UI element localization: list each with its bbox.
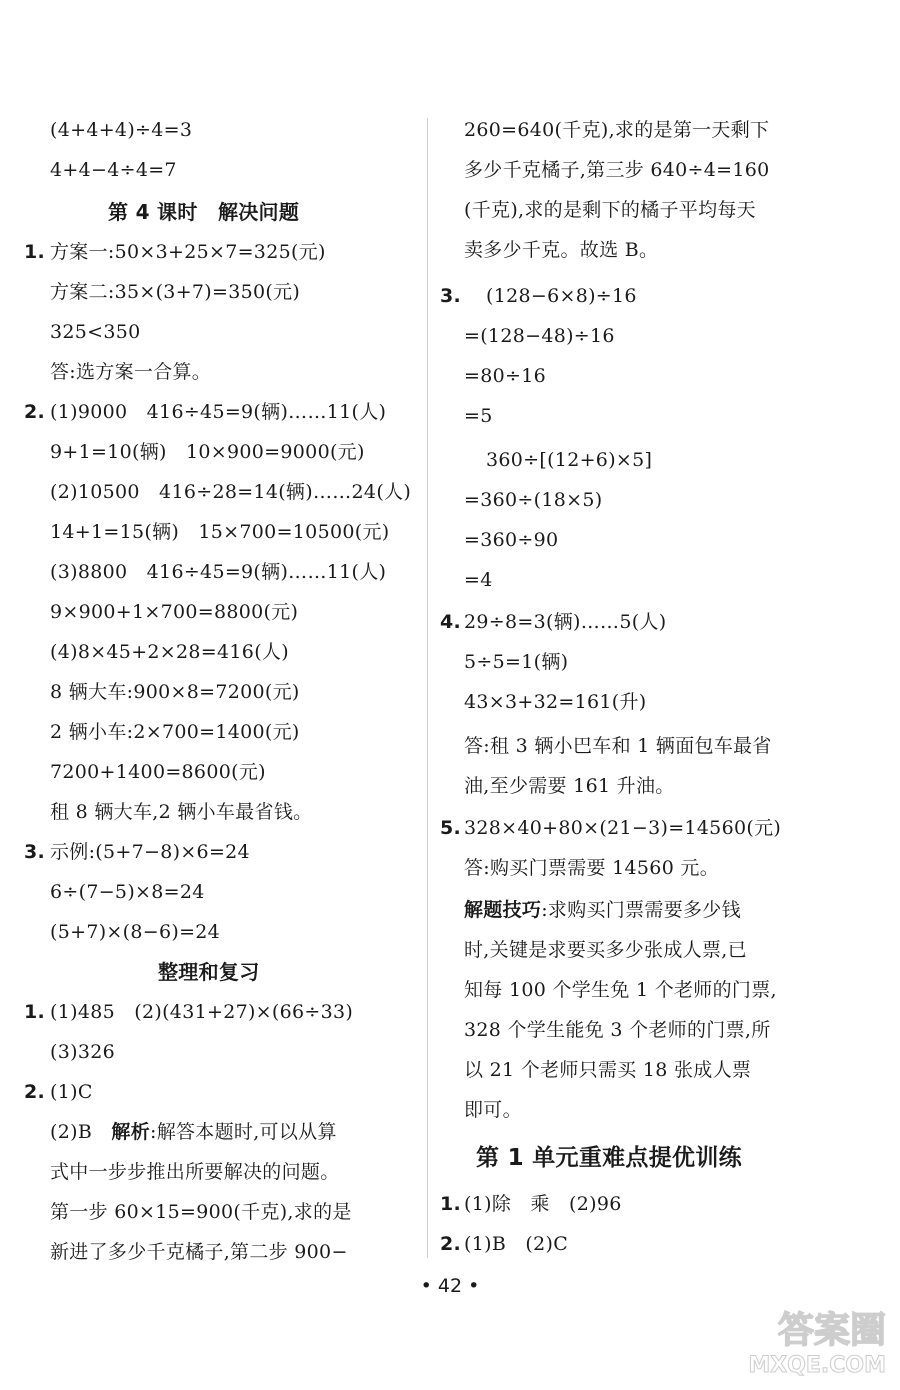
answer-line: 租 8 辆大车,2 辆小车最省钱。 <box>50 801 313 823</box>
answer-line: 卖多少千克。故选 B。 <box>464 239 659 261</box>
answer-line: 即可。 <box>464 1099 522 1121</box>
analysis-label: 解析 <box>111 1121 150 1143</box>
section-heading: 第 4 课时 解决问题 <box>108 200 300 224</box>
answer-line: 时,关键是求要买多少张成人票,已 <box>464 939 747 961</box>
answer-line: 答:租 3 辆小巴车和 1 辆面包车最省 <box>464 735 772 757</box>
column-divider <box>427 118 428 1258</box>
answer-text: (2)B <box>50 1121 112 1143</box>
answer-line: 知每 100 个学生免 1 个老师的门票, <box>464 979 777 1001</box>
question-number: 3. <box>440 285 462 307</box>
watermark-url: MXQE.COM <box>748 1353 886 1378</box>
answer-line: 9×900+1×700=8800(元) <box>50 601 299 623</box>
answer-line: 9+1=10(辆) 10×900=9000(元) <box>50 441 365 463</box>
answer-line: (千克),求的是剩下的橘子平均每天 <box>464 199 756 221</box>
question-number: 3. <box>24 841 46 863</box>
question-number: 2. <box>24 1081 46 1103</box>
equation-line: =(128−48)÷16 <box>464 325 615 347</box>
answer-line: 14+1=15(辆) 15×700=10500(元) <box>50 521 390 543</box>
question-number: 2. <box>440 1233 462 1255</box>
answer-line: 43×3+32=161(升) <box>464 691 647 713</box>
answer-line: 答:购买门票需要 14560 元。 <box>464 857 720 879</box>
answer-line: 油,至少需要 161 升油。 <box>464 775 675 797</box>
answer-line <box>464 896 741 924</box>
answer-line: 答:选方案一合算。 <box>50 361 212 383</box>
answer-line: 新进了多少千克橘子,第二步 900− <box>50 1241 348 1263</box>
equation-line: =4 <box>464 569 493 591</box>
answer-line: (2)10500 416÷28=14(辆)……24(人) <box>50 481 412 503</box>
answer-line: (1)9000 416÷45=9(辆)……11(人) <box>50 401 387 423</box>
equation-line: =5 <box>464 405 493 427</box>
answer-line: (3)8800 416÷45=9(辆)……11(人) <box>50 561 387 583</box>
answer-line: (1)B (2)C <box>464 1233 569 1255</box>
answer-line: (3)326 <box>50 1041 115 1063</box>
question-number: 1. <box>24 241 46 263</box>
answer-text: :求购买门票需要多少钱 <box>541 899 741 921</box>
answer-line: 式中一步步推出所要解决的问题。 <box>50 1161 340 1183</box>
answer-line: 方案一:50×3+25×7=325(元) <box>50 241 326 263</box>
question-number: 4. <box>440 611 462 633</box>
answer-line: 2 辆小车:2×700=1400(元) <box>50 721 300 743</box>
equation-line: (128−6×8)÷16 <box>486 285 637 307</box>
question-number: 5. <box>440 817 462 839</box>
answer-line: 多少千克橘子,第三步 640÷4=160 <box>464 159 770 181</box>
section-heading: 整理和复习 <box>158 960 260 984</box>
answer-line: 328×40+80×(21−3)=14560(元) <box>464 817 782 839</box>
answer-line: 260=640(千克),求的是第一天剩下 <box>464 119 770 141</box>
answer-line: 328 个学生能免 3 个老师的门票,所 <box>464 1019 771 1041</box>
watermark-text: 答案圈 <box>777 1310 886 1351</box>
answer-text: :解答本题时,可以从算 <box>150 1121 337 1143</box>
equation-line: =360÷(18×5) <box>464 489 603 511</box>
answer-line: 示例:(5+7−8)×6=24 <box>50 841 250 863</box>
answer-line: (4)8×45+2×28=416(人) <box>50 641 289 663</box>
equation-line: 360÷[(12+6)×5] <box>486 449 653 471</box>
answer-line: (1)C <box>50 1081 93 1103</box>
answer-line: (1)除 乘 (2)96 <box>464 1193 622 1215</box>
answer-line: 方案二:35×(3+7)=350(元) <box>50 281 301 303</box>
answer-line: 325<350 <box>50 321 141 343</box>
question-number: 1. <box>440 1193 462 1215</box>
answer-line: 8 辆大车:900×8=7200(元) <box>50 681 300 703</box>
answer-line: 5÷5=1(辆) <box>464 651 569 673</box>
page-number: • 42 • <box>420 1275 480 1297</box>
question-number: 2. <box>24 401 46 423</box>
equation-line: 4+4−4÷4=7 <box>50 159 177 181</box>
answer-line <box>50 1118 337 1146</box>
answer-line: 6÷(7−5)×8=24 <box>50 881 205 903</box>
answer-line: 第一步 60×15=900(千克),求的是 <box>50 1201 352 1223</box>
equation-line: =360÷90 <box>464 529 559 551</box>
equation-line: =80÷16 <box>464 365 546 387</box>
equation-line: (4+4+4)÷4=3 <box>50 119 193 141</box>
answer-line: (1)485 (2)(431+27)×(66÷33) <box>50 1001 354 1023</box>
answer-line: 29÷8=3(辆)……5(人) <box>464 611 667 633</box>
answer-line: 以 21 个老师只需买 18 张成人票 <box>464 1059 752 1081</box>
tip-label: 解题技巧 <box>464 899 542 921</box>
watermark-logo <box>690 1300 890 1380</box>
question-number: 1. <box>24 1001 46 1023</box>
unit-heading: 第 1 单元重难点提优训练 <box>476 1145 742 1171</box>
answer-line: (5+7)×(8−6)=24 <box>50 921 221 943</box>
answer-line: 7200+1400=8600(元) <box>50 761 266 783</box>
